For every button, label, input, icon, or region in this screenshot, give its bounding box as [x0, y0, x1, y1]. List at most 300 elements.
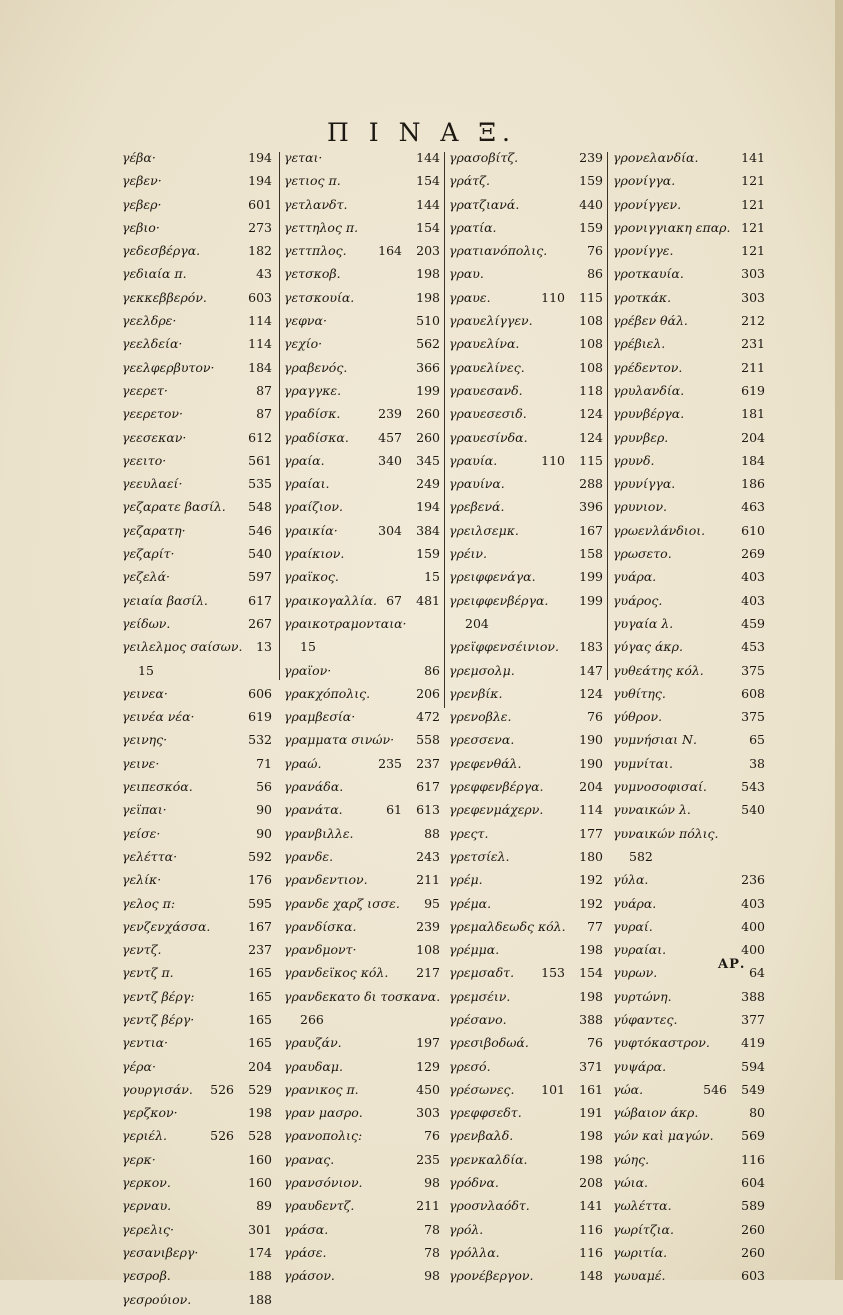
- index-term: γείδων.: [122, 615, 171, 631]
- page-number: 388: [579, 1011, 603, 1027]
- index-entry: [284, 756, 440, 779]
- page-number: 43: [256, 266, 272, 282]
- index-entry: [284, 686, 440, 709]
- page-number: 154: [416, 219, 440, 235]
- index-term: γροσνλαόδτ.: [449, 1198, 530, 1214]
- index-entry: [122, 197, 272, 220]
- index-entry: [613, 709, 765, 732]
- index-entry: [613, 756, 765, 779]
- page-number: 115: [579, 452, 603, 468]
- index-entry: [122, 1035, 272, 1058]
- index-term: γυάρα.: [613, 895, 657, 911]
- index-entry: [613, 616, 765, 639]
- index-column-3: [449, 150, 603, 1292]
- index-entry: [449, 1245, 603, 1268]
- index-term: γραυεσίνδα.: [449, 429, 528, 445]
- index-entry: [613, 732, 765, 755]
- index-entry: [449, 523, 603, 546]
- index-entry: [613, 569, 765, 592]
- index-entry: [449, 383, 603, 406]
- index-term: γεζαρατη·: [122, 522, 186, 538]
- page-number: 235: [378, 755, 402, 771]
- page-number: 141: [579, 1198, 603, 1214]
- page-number: 260: [741, 1244, 765, 1260]
- column-rule: [607, 152, 608, 680]
- index-term: γροτκάκ.: [613, 289, 672, 305]
- index-term: γεβερ·: [122, 196, 162, 212]
- index-entry: [449, 732, 603, 755]
- page-number: 582: [629, 848, 653, 864]
- index-entry: [613, 663, 765, 686]
- index-entry: [284, 523, 440, 546]
- page-number: 165: [248, 965, 272, 981]
- page-number: 211: [416, 1198, 440, 1214]
- page-number: 217: [416, 965, 440, 981]
- index-entry: [122, 896, 272, 919]
- index-term: γών καὶ μαγών.: [613, 1128, 714, 1144]
- index-entry: [449, 872, 603, 895]
- index-entry: [284, 336, 440, 359]
- index-entry: [122, 616, 272, 639]
- page-number: 67: [386, 592, 402, 608]
- index-entry: [449, 499, 603, 522]
- page-number: 463: [741, 499, 765, 515]
- page-number: 159: [579, 219, 603, 235]
- page-number: 617: [248, 592, 272, 608]
- column-rule: [279, 152, 280, 680]
- index-term: γρενκαλδία.: [449, 1151, 528, 1167]
- index-entry: [613, 1059, 765, 1082]
- index-entry: [284, 1035, 440, 1058]
- index-entry: [613, 336, 765, 359]
- index-term: γερκον.: [122, 1175, 171, 1191]
- page-number: 212: [741, 313, 765, 329]
- index-entry: [449, 1152, 603, 1175]
- index-term: γυάρα.: [613, 569, 657, 585]
- index-term: γρέδεντον.: [613, 359, 683, 375]
- index-entry: [284, 360, 440, 383]
- page-number: 64: [749, 965, 765, 981]
- index-entry: [613, 383, 765, 406]
- page-number: 15: [138, 662, 154, 678]
- index-term: γεττπλος.: [284, 243, 347, 259]
- index-entry: [284, 732, 440, 755]
- index-term: γράτζ.: [449, 173, 490, 189]
- page-number: 165: [248, 988, 272, 1004]
- index-term: γρεμσαδτ.: [449, 965, 515, 981]
- index-entry: [613, 523, 765, 546]
- index-entry: [449, 313, 603, 336]
- page-number: 148: [579, 1268, 603, 1284]
- index-term: γειλελμος σαίσων.: [122, 639, 243, 655]
- index-entry: [613, 1222, 765, 1245]
- index-term: γωυαμέ.: [613, 1268, 666, 1284]
- index-term: γρασοβίτζ.: [449, 150, 519, 165]
- index-term: γρέμα.: [449, 895, 492, 911]
- page-number: 199: [579, 569, 603, 585]
- page-number: 595: [248, 895, 272, 911]
- index-entry: [284, 220, 440, 243]
- index-term: γρεβενά.: [449, 499, 505, 515]
- page-number: 526: [210, 1128, 234, 1144]
- index-entry-continuation: [449, 616, 603, 639]
- page-number: 121: [741, 196, 765, 212]
- index-term: γυάρος.: [613, 592, 663, 608]
- index-entry: [449, 663, 603, 686]
- index-entry: [449, 686, 603, 709]
- index-term: γρυνβέργα.: [613, 406, 685, 422]
- index-entry: [284, 243, 440, 266]
- page-number: 181: [741, 406, 765, 422]
- index-entry: [613, 313, 765, 336]
- index-entry: [613, 802, 765, 825]
- page-number: 303: [741, 266, 765, 282]
- index-entry: [449, 896, 603, 919]
- page-number: 76: [424, 1128, 440, 1144]
- index-entry: [122, 523, 272, 546]
- page-number: 98: [424, 1175, 440, 1191]
- index-entry: [613, 406, 765, 429]
- index-term: γερναυ.: [122, 1198, 172, 1214]
- index-entry: [284, 1152, 440, 1175]
- page-number: 601: [248, 196, 272, 212]
- page-number: 80: [749, 1105, 765, 1121]
- page-number: 288: [579, 476, 603, 492]
- index-term: γεζαρίτ·: [122, 546, 175, 562]
- page-number: 141: [741, 150, 765, 165]
- page-number: 121: [741, 243, 765, 259]
- page-number: 186: [741, 476, 765, 492]
- page-number: 198: [579, 942, 603, 958]
- index-entry: [613, 266, 765, 289]
- page-number: 194: [248, 173, 272, 189]
- index-term: γραία.: [284, 452, 325, 468]
- index-entry: [122, 290, 272, 313]
- page-number: 249: [416, 476, 440, 492]
- index-entry: [122, 243, 272, 266]
- page-number: 371: [579, 1058, 603, 1074]
- index-term: γραυεσανδ.: [449, 382, 523, 398]
- index-term: γρεφφσεδτ.: [449, 1105, 522, 1121]
- index-term: γεϊπαι·: [122, 802, 167, 818]
- index-term: γωρίτζια.: [613, 1221, 674, 1237]
- page-number: 110: [541, 289, 565, 305]
- page-number: 237: [416, 755, 440, 771]
- page-number: 198: [248, 1105, 272, 1121]
- page-number: 208: [579, 1175, 603, 1191]
- page-number: 617: [416, 779, 440, 795]
- index-term: γραδίσκα.: [284, 429, 349, 445]
- page-number: 192: [579, 895, 603, 911]
- page-number: 184: [741, 452, 765, 468]
- page-number: 204: [579, 779, 603, 795]
- page-number: 440: [579, 196, 603, 212]
- index-term: γεινε·: [122, 755, 160, 771]
- page-number: 86: [424, 662, 440, 678]
- index-term: γυμνίται.: [613, 755, 673, 771]
- index-term: γρονιγγιακη επαρ.: [613, 219, 731, 235]
- index-term: γυθεάτης κόλ.: [613, 662, 704, 678]
- page-number: 13: [256, 639, 272, 655]
- page-number: 558: [416, 732, 440, 748]
- index-term: γρανδε.: [284, 848, 334, 864]
- index-term: γρανβιλλε.: [284, 825, 354, 841]
- index-term: γραν μασρο.: [284, 1105, 363, 1121]
- index-term: γώβαιον άκρ.: [613, 1105, 699, 1121]
- index-term: γεται·: [284, 150, 323, 165]
- index-entry: [284, 802, 440, 825]
- page-number: 124: [579, 685, 603, 701]
- index-entry: [284, 546, 440, 569]
- page-number: 160: [248, 1175, 272, 1191]
- page-number: 403: [741, 569, 765, 585]
- index-term: γραικία·: [284, 522, 338, 538]
- page-number: 528: [248, 1128, 272, 1144]
- page-number: 198: [416, 289, 440, 305]
- index-term: γρεσό.: [449, 1058, 491, 1074]
- page-number: 56: [256, 779, 272, 795]
- index-term: γεκκεββερόν.: [122, 289, 207, 305]
- index-entry: [284, 896, 440, 919]
- index-entry: [613, 1245, 765, 1268]
- index-term: γρανδεντιον.: [284, 872, 368, 888]
- index-entry-continuation: [284, 1012, 440, 1035]
- page-number: 340: [378, 452, 402, 468]
- page-number: 203: [416, 243, 440, 259]
- index-entry: [613, 546, 765, 569]
- page-number: 121: [741, 173, 765, 189]
- index-term: γραϊκος.: [284, 569, 339, 585]
- index-term: γουργισάν.: [122, 1081, 193, 1097]
- index-term: γυραί.: [613, 918, 653, 934]
- index-term: γρανδμοντ·: [284, 942, 357, 958]
- page-number: 301: [248, 1221, 272, 1237]
- page-number: 116: [579, 1221, 603, 1237]
- page-number: 194: [248, 150, 272, 165]
- index-term: γετιος π.: [284, 173, 341, 189]
- page-number: 540: [741, 802, 765, 818]
- index-column-1: [122, 150, 272, 1315]
- index-term: γώα.: [613, 1081, 644, 1097]
- index-term: γρεσιβοδωά.: [449, 1035, 529, 1051]
- index-term: γρανικος π.: [284, 1081, 359, 1097]
- index-entry: [449, 989, 603, 1012]
- page-number: 95: [424, 895, 440, 911]
- page-number: 87: [256, 406, 272, 422]
- index-entry: [613, 593, 765, 616]
- index-term: γεσανιβεργ·: [122, 1244, 199, 1260]
- index-term: γωριτία.: [613, 1244, 668, 1260]
- index-term: γεχίο·: [284, 336, 323, 352]
- index-term: γεσροβ.: [122, 1268, 171, 1284]
- index-entry: [449, 1128, 603, 1151]
- index-entry: [613, 1152, 765, 1175]
- page-number: 472: [416, 709, 440, 725]
- index-term: γερελις·: [122, 1221, 175, 1237]
- page-number: 562: [416, 336, 440, 352]
- index-term: γέβα·: [122, 150, 156, 165]
- page-number: 532: [248, 732, 272, 748]
- page-number: 194: [416, 499, 440, 515]
- page-number: 38: [749, 755, 765, 771]
- index-entry: [449, 476, 603, 499]
- index-entry: [122, 1105, 272, 1128]
- index-column-2: [284, 150, 440, 1292]
- page-number: 459: [741, 615, 765, 631]
- page-number: 569: [741, 1128, 765, 1144]
- index-entry: [122, 1292, 272, 1315]
- page-number: 101: [541, 1081, 565, 1097]
- index-entry: [122, 1175, 272, 1198]
- index-entry: [122, 639, 272, 662]
- index-term: γραυελίγγεν.: [449, 313, 533, 329]
- index-entry: [122, 150, 272, 173]
- page-number: 124: [579, 406, 603, 422]
- index-term: γρέιν.: [449, 546, 488, 562]
- page-number: 366: [416, 359, 440, 375]
- page-number: 144: [416, 196, 440, 212]
- index-term: γρεσσενα.: [449, 732, 515, 748]
- page-number: 260: [741, 1221, 765, 1237]
- page-number: 87: [256, 382, 272, 398]
- index-entry: [613, 686, 765, 709]
- page-number: 160: [248, 1151, 272, 1167]
- index-term: γρακχόπολις.: [284, 685, 371, 701]
- index-entry: [122, 779, 272, 802]
- index-term: γρεϊφφενσέινιον.: [449, 639, 559, 655]
- index-entry: [613, 1128, 765, 1151]
- page-number: 197: [416, 1035, 440, 1051]
- page-number: 266: [300, 1011, 324, 1027]
- page-number: 167: [248, 918, 272, 934]
- index-entry: [449, 360, 603, 383]
- index-term: γρονίγγε.: [613, 243, 674, 259]
- page-number: 403: [741, 895, 765, 911]
- index-entry: [122, 1198, 272, 1221]
- page-number: 612: [248, 429, 272, 445]
- index-term: γρυνίγγα.: [613, 476, 676, 492]
- index-entry: [449, 965, 603, 988]
- index-term: γρεφφενβέργα.: [449, 779, 544, 795]
- page-number: 303: [416, 1105, 440, 1121]
- index-entry: [613, 1105, 765, 1128]
- page-number: 561: [248, 452, 272, 468]
- page-number: 594: [741, 1058, 765, 1074]
- index-term: γραγγκε.: [284, 382, 342, 398]
- index-entry: [122, 430, 272, 453]
- index-term: γραίζιον.: [284, 499, 343, 515]
- index-entry: [449, 756, 603, 779]
- index-term: γρατία.: [449, 219, 497, 235]
- page-number: 76: [587, 709, 603, 725]
- index-term: γραίκιον.: [284, 546, 345, 562]
- index-term: γραίαι.: [284, 476, 330, 492]
- index-term: γεερετον·: [122, 406, 183, 422]
- index-term: γυψάρα.: [613, 1058, 667, 1074]
- index-term: γεντζ βέργ:: [122, 988, 195, 1004]
- page-number: 108: [579, 313, 603, 329]
- index-term: γεελφερβυτον·: [122, 359, 215, 375]
- page-number: 192: [579, 872, 603, 888]
- page-number: 589: [741, 1198, 765, 1214]
- index-entry: [449, 150, 603, 173]
- page-number: 177: [579, 825, 603, 841]
- index-term: γερζκον·: [122, 1105, 178, 1121]
- index-term: γεντια·: [122, 1035, 169, 1051]
- page-number: 129: [416, 1058, 440, 1074]
- index-entry: [449, 336, 603, 359]
- page-number: 188: [248, 1268, 272, 1284]
- index-term: γυναικών πόλις.: [613, 825, 719, 841]
- index-entry: [449, 290, 603, 313]
- page-number: 303: [741, 289, 765, 305]
- index-entry: [284, 942, 440, 965]
- index-term: γρονίγγεν.: [613, 196, 682, 212]
- index-entry: [613, 360, 765, 383]
- page-number: 164: [378, 243, 402, 259]
- page-number: 198: [579, 988, 603, 1004]
- index-entry: [613, 872, 765, 895]
- index-entry: [284, 779, 440, 802]
- index-entry: [122, 965, 272, 988]
- index-term: γρωσετο.: [613, 546, 672, 562]
- index-term: γρεμσέιν.: [449, 988, 511, 1004]
- index-entry: [284, 872, 440, 895]
- index-entry: [122, 406, 272, 429]
- page-number: 89: [256, 1198, 272, 1214]
- page-number: 526: [210, 1081, 234, 1097]
- index-term: γύλα.: [613, 872, 649, 888]
- index-entry: [284, 569, 440, 592]
- index-term: γρονίγγα.: [613, 173, 676, 189]
- page-number: 613: [416, 802, 440, 818]
- index-entry: [449, 1175, 603, 1198]
- page-number: 211: [416, 872, 440, 888]
- page-number: 608: [741, 685, 765, 701]
- index-term: γεριέλ.: [122, 1128, 168, 1144]
- page-number: 403: [741, 592, 765, 608]
- page-edge: [835, 0, 843, 1280]
- page-number: 529: [248, 1081, 272, 1097]
- index-term: γρυλανδία.: [613, 382, 685, 398]
- page-number: 260: [416, 406, 440, 422]
- index-term: γεδιαία π.: [122, 266, 187, 282]
- index-term: γρέβιελ.: [613, 336, 666, 352]
- index-entry: [122, 266, 272, 289]
- index-term: γωλέττα.: [613, 1198, 672, 1214]
- page-number: 71: [256, 755, 272, 771]
- index-term: γραυε.: [449, 289, 491, 305]
- index-term: γυθίτης.: [613, 685, 666, 701]
- index-entry: [284, 1059, 440, 1082]
- index-entry: [613, 919, 765, 942]
- index-entry: [449, 779, 603, 802]
- index-entry: [122, 453, 272, 476]
- index-term: γρονελανδία.: [613, 150, 699, 165]
- index-term: γράσον.: [284, 1268, 335, 1284]
- page-number: 182: [248, 243, 272, 259]
- page-number: 610: [741, 522, 765, 538]
- index-entry: [122, 476, 272, 499]
- page-number: 237: [248, 942, 272, 958]
- index-term: γρανάτα.: [284, 802, 343, 818]
- page-number: 204: [465, 615, 489, 631]
- page-number: 174: [248, 1244, 272, 1260]
- index-term: γελίκ·: [122, 872, 162, 888]
- index-term: γραώ.: [284, 755, 322, 771]
- index-entry: [449, 430, 603, 453]
- index-entry: [449, 919, 603, 942]
